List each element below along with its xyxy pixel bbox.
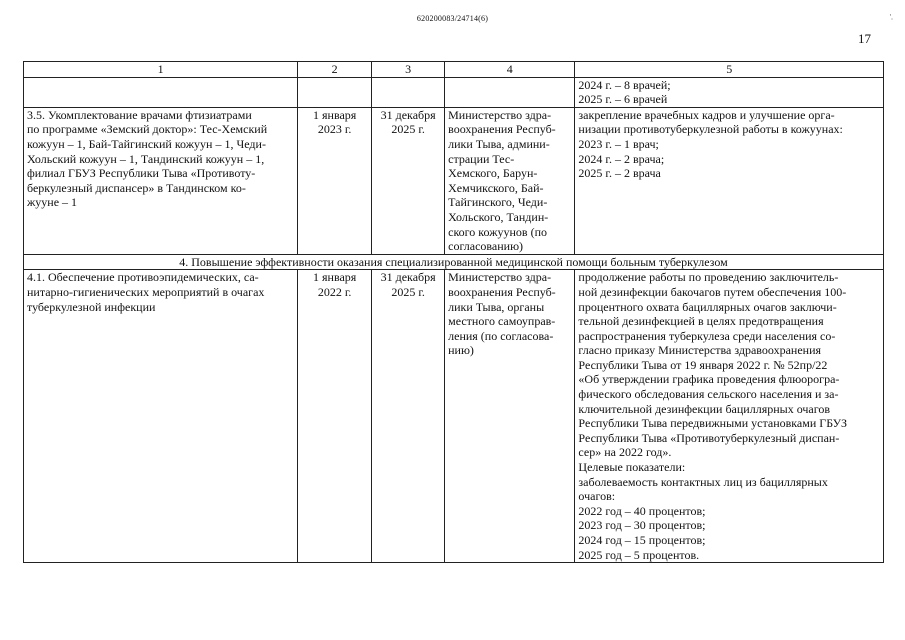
result-line: 2023 г. – 1 врач; bbox=[578, 136, 659, 151]
start-date-line: 1 января bbox=[313, 270, 357, 285]
start-date-cell-4-1 bbox=[298, 270, 372, 563]
result-line: очагов: bbox=[578, 489, 616, 504]
result-cell-4-1 bbox=[575, 270, 884, 563]
continuation-executor-cell bbox=[445, 77, 575, 107]
executor-line: ского кожуунов (по bbox=[448, 224, 548, 239]
continuation-end-cell bbox=[372, 77, 445, 107]
start-date-line: 2022 г. bbox=[317, 284, 352, 299]
measures-table bbox=[23, 61, 884, 563]
result-line: Республики Тыва передвижными установками ГБУЗ bbox=[578, 416, 848, 431]
start-date-line: 1 января bbox=[313, 107, 357, 122]
executor-line: местного самоуправ- bbox=[448, 314, 556, 329]
executor-line: Хемчикского, Бай- bbox=[448, 180, 544, 195]
result-line: низации противотуберкулезной работы в кожуунах: bbox=[578, 122, 843, 137]
section-4-header-row bbox=[24, 254, 884, 270]
column-number-4: 4 bbox=[445, 62, 575, 78]
result-line: 2024 год – 15 процентов; bbox=[578, 533, 706, 547]
document-id: 620200083/24714(6) bbox=[416, 14, 489, 23]
executor-line: страции Тес- bbox=[448, 151, 515, 166]
result-line: тельной дезинфекцией в целях предотвращения bbox=[578, 314, 824, 329]
start-date-line: 2023 г. bbox=[317, 122, 352, 137]
column-number-1: 1 bbox=[24, 62, 298, 78]
executor-line: Тайгинского, Чеди- bbox=[448, 195, 548, 210]
column-number-5: 5 bbox=[575, 62, 884, 78]
scan-speck: ·̣ bbox=[889, 10, 892, 20]
result-line: продолжение работы по проведению заключитель- bbox=[578, 270, 839, 285]
table-row-continuation bbox=[24, 77, 884, 107]
result-line: гласно приказу Министерства здравоохранения bbox=[578, 343, 822, 358]
result-line: 2024 г. – 2 врача; bbox=[578, 151, 665, 166]
measure-line: туберкулезной инфекции bbox=[27, 299, 156, 314]
result-line: сер» на 2022 год». bbox=[578, 445, 672, 460]
table-row-4-1 bbox=[24, 270, 884, 563]
measure-line: филиал ГБУЗ Республики Тыва «Противоту- bbox=[27, 166, 256, 181]
executor-line: воохранения Респуб- bbox=[448, 122, 556, 137]
executor-line: согласованию) bbox=[448, 239, 524, 254]
result-line: Республики Тыва от 19 января 2022 г. № 52пр/22 bbox=[578, 357, 828, 372]
executor-line: воохранения Респуб- bbox=[448, 284, 556, 299]
measure-line: кожуун – 1, Бай-Тайгинский кожуун – 1, Чеди- bbox=[27, 136, 266, 151]
column-number-3: 3 bbox=[372, 62, 445, 78]
executor-line: Министерство здра- bbox=[448, 107, 552, 122]
result-line: ной дезинфекции бакочагов путем обеспечения 100- bbox=[578, 284, 847, 299]
result-line: заболеваемость контактных лиц из бациллярных bbox=[578, 474, 828, 489]
executor-line: Хольского, Тандин- bbox=[448, 209, 549, 224]
executor-line: Хемского, Барун- bbox=[448, 166, 538, 181]
result-line: 2025 г. – 6 врачей bbox=[578, 92, 668, 107]
executor-line: Министерство здра- bbox=[448, 270, 552, 285]
executor-cell-3-5 bbox=[445, 107, 575, 254]
result-line: Республики Тыва «Противотуберкулезный диспан- bbox=[578, 430, 840, 445]
result-line: 2022 год – 40 процентов; bbox=[578, 503, 706, 518]
result-line: процентного охвата бациллярных очагов заключи- bbox=[578, 299, 837, 314]
end-date-line: 31 декабря bbox=[380, 270, 436, 285]
column-number-2: 2 bbox=[298, 62, 372, 78]
result-line: «Об утверждении графика проведения флюорогра- bbox=[578, 372, 840, 387]
continuation-result-cell bbox=[575, 77, 884, 107]
executor-line: ления (по согласова- bbox=[448, 328, 554, 343]
page-number: 17 bbox=[858, 31, 871, 46]
executor-cell-4-1 bbox=[445, 270, 575, 563]
measure-line: 4.1. Обеспечение противоэпидемических, са- bbox=[27, 270, 259, 285]
result-line: фического обследования сельского населения и за- bbox=[578, 387, 839, 402]
result-line: 2025 г. – 2 врача bbox=[578, 166, 661, 181]
measure-line: 3.5. Укомплектование врачами фтизиатрами bbox=[27, 107, 252, 122]
end-date-cell-4-1 bbox=[372, 270, 445, 563]
executor-line: нию) bbox=[448, 343, 474, 358]
measure-line: беркулезный диспансер» в Тандинском ко- bbox=[27, 180, 246, 195]
executor-line: лики Тыва, органы bbox=[448, 299, 545, 314]
result-line: ключительной дезинфекции бациллярных очагов bbox=[578, 401, 831, 416]
result-line: распространения туберкулеза среди населения со- bbox=[578, 328, 836, 343]
continuation-measure-cell bbox=[24, 77, 298, 107]
end-date-cell-3-5 bbox=[372, 107, 445, 254]
end-date-line: 31 декабря bbox=[380, 107, 436, 122]
section-4-title: 4. Повышение эффективности оказания специализированной медицинской помощи больным туберкулезом bbox=[24, 254, 884, 270]
measure-line: Хольский кожуун – 1, Тандинский кожуун – 1, bbox=[27, 151, 265, 166]
result-line: закрепление врачебных кадров и улучшение орга- bbox=[578, 107, 835, 122]
table-row-3-5 bbox=[24, 107, 884, 254]
result-cell-3-5 bbox=[575, 107, 884, 254]
continuation-start-cell bbox=[298, 77, 372, 107]
end-date-line: 2025 г. bbox=[391, 122, 425, 137]
executor-line: лики Тыва, админи- bbox=[448, 136, 550, 151]
measure-line: жууне – 1 bbox=[27, 195, 78, 210]
measure-line: нитарно-гигиенических мероприятий в очагах bbox=[27, 284, 265, 299]
column-number-row bbox=[24, 62, 884, 78]
result-line: 2023 год – 30 процентов; bbox=[578, 518, 706, 533]
result-line: 2024 г. – 8 врачей; bbox=[578, 77, 671, 92]
result-line: Целевые показатели: bbox=[578, 460, 686, 475]
result-line: 2025 год – 5 процентов. bbox=[578, 547, 700, 562]
measure-line: по программе «Земский доктор»: Тес-Хемский bbox=[27, 122, 268, 137]
start-date-cell-3-5 bbox=[298, 107, 372, 254]
measure-cell-4-1 bbox=[24, 270, 298, 563]
measure-cell-3-5 bbox=[24, 107, 298, 254]
end-date-line: 2025 г. bbox=[391, 284, 425, 299]
